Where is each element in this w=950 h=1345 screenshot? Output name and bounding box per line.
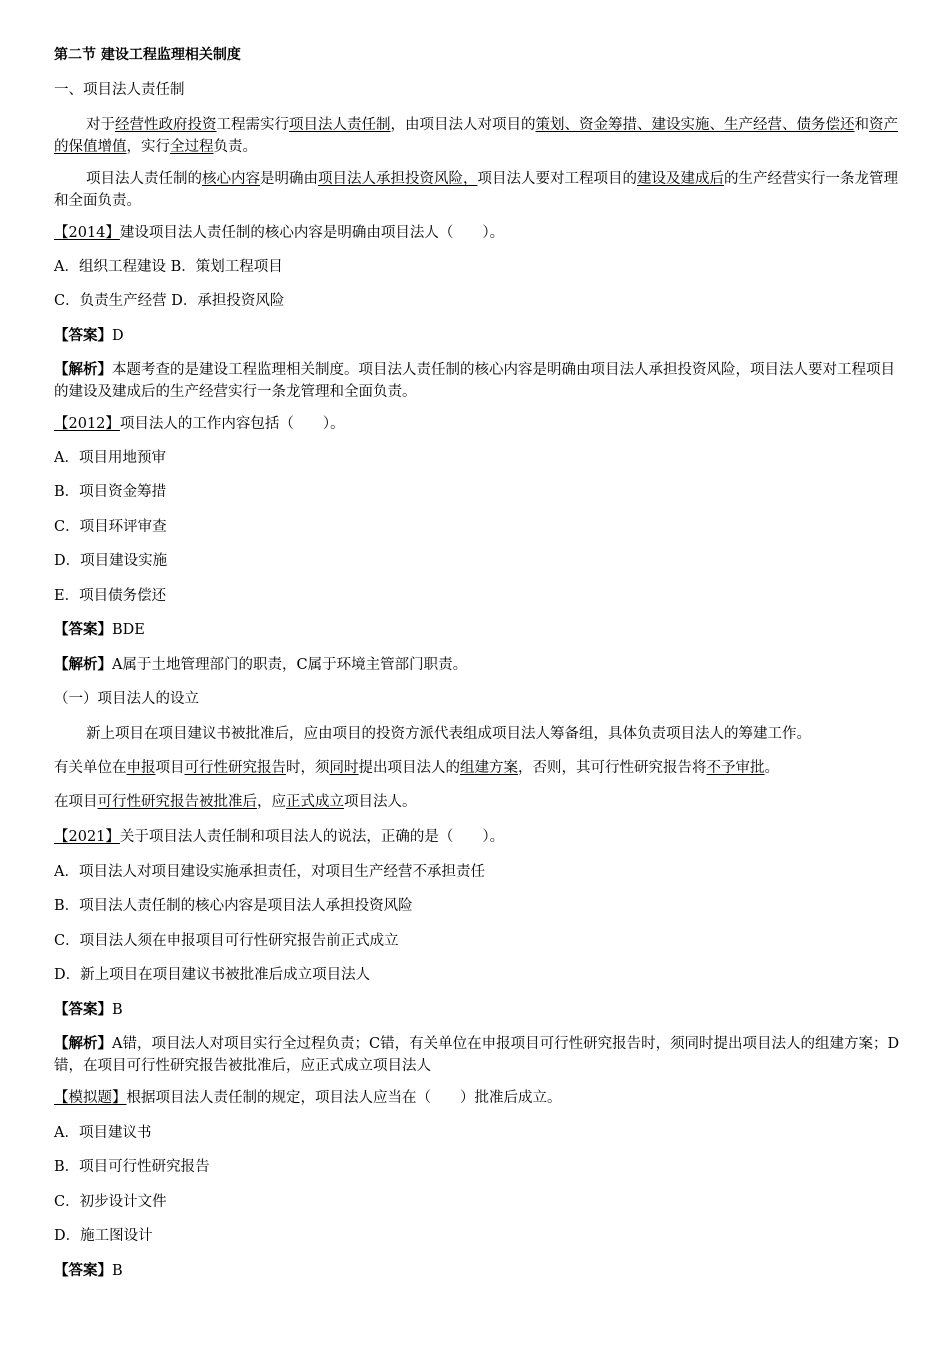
question-2021: 【2021】关于项目法人责任制和项目法人的说法，正确的是（ ）。 — [54, 829, 505, 845]
option-item: D．新上项目在项目建议书被批准后成立项目法人 — [54, 967, 371, 983]
option-item: A．项目法人对项目建设实施承担责任，对项目生产经营不承担责任 — [54, 864, 485, 880]
question-year-tag: 【2014】 — [54, 225, 120, 241]
question-2012-analysis: 【解析】A属于土地管理部门的职责，C属于环境主管部门职责。 — [54, 656, 468, 673]
question-2014-analysis: 【解析】本题考查的是建设工程监理相关制度。项目法人责任制的核心内容是明确由项目法人承担投资风险，项目法人要对工程项目的建设及建成后的生产经营实行一条龙管理和全面负责。 — [54, 361, 895, 400]
question-2014-options-ab: A．组织工程建设 B．策划工程项目 — [54, 259, 283, 275]
option-item: A．项目建议书 — [54, 1125, 152, 1141]
section-title: 第二节 建设工程监理相关制度 — [54, 47, 241, 63]
question-2021-analysis: 【解析】A错，项目法人对项目实行全过程负责；C错，有关单位在申报项目可行性研究报告时，须同时提出项目法人的组建方案；D错，在项目可行性研究报告被批准后，应正式成立项目法人 — [54, 1035, 900, 1074]
option-item: D．施工图设计 — [54, 1228, 153, 1244]
heading-project-legal-person: 一、项目法人责任制 — [54, 82, 185, 98]
question-year-tag: 【2012】 — [54, 416, 120, 432]
question-mock: 【模拟题】根据项目法人责任制的规定，项目法人应当在（ ）批准后成立。 — [54, 1090, 562, 1106]
option-item: C．项目法人须在申报项目可行性研究报告前正式成立 — [54, 933, 399, 949]
option-item: B．项目法人责任制的核心内容是项目法人承担投资风险 — [54, 898, 413, 914]
question-year-tag: 【2021】 — [54, 829, 120, 845]
question-mock-answer: 【答案】B — [54, 1262, 123, 1279]
option-item: C．初步设计文件 — [54, 1194, 167, 1210]
paragraph-responsibility-system: 对于经营性政府投资工程需实行项目法人责任制，由项目法人对项目的策划、资金筹措、建设实施、生产经营、债务偿还和资产的保值增值，实行全过程负责。 — [54, 117, 898, 155]
question-year-tag: 【模拟题】 — [54, 1090, 127, 1106]
option-item: A．项目用地预审 — [54, 450, 166, 466]
subheading-establishment: （一）项目法人的设立 — [54, 691, 199, 707]
paragraph-core-content: 项目法人责任制的核心内容是明确由项目法人承担投资风险，项目法人要对工程项目的建设及建成后的生产经营实行一条龙管理和全面负责。 — [54, 171, 898, 209]
question-2014-answer: 【答案】D — [54, 327, 124, 344]
option-item: E．项目债务偿还 — [54, 588, 167, 604]
question-2012-answer: 【答案】BDE — [54, 621, 145, 638]
question-2012: 【2012】项目法人的工作内容包括（ ）。 — [54, 416, 345, 432]
paragraph-preparatory-group: 新上项目在项目建议书被批准后，应由项目的投资方派代表组成项目法人筹备组，具体负责项目法人的筹建工作。 — [86, 726, 811, 742]
paragraph-formal-establishment: 在项目可行性研究报告被批准后，应正式成立项目法人。 — [54, 794, 417, 810]
question-2014-options-cd: C．负责生产经营 D．承担投资风险 — [54, 293, 285, 309]
option-item: D．项目建设实施 — [54, 553, 168, 569]
question-2014: 【2014】建设项目法人责任制的核心内容是明确由项目法人（ ）。 — [54, 225, 505, 241]
option-item: B．项目可行性研究报告 — [54, 1159, 210, 1175]
option-item: B．项目资金筹措 — [54, 484, 167, 500]
question-2021-answer: 【答案】B — [54, 1001, 123, 1018]
paragraph-feasibility-report: 有关单位在申报项目可行性研究报告时，须同时提出项目法人的组建方案，否则，其可行性研究报告将不予审批。 — [54, 760, 779, 776]
option-item: C．项目环评审查 — [54, 519, 167, 535]
